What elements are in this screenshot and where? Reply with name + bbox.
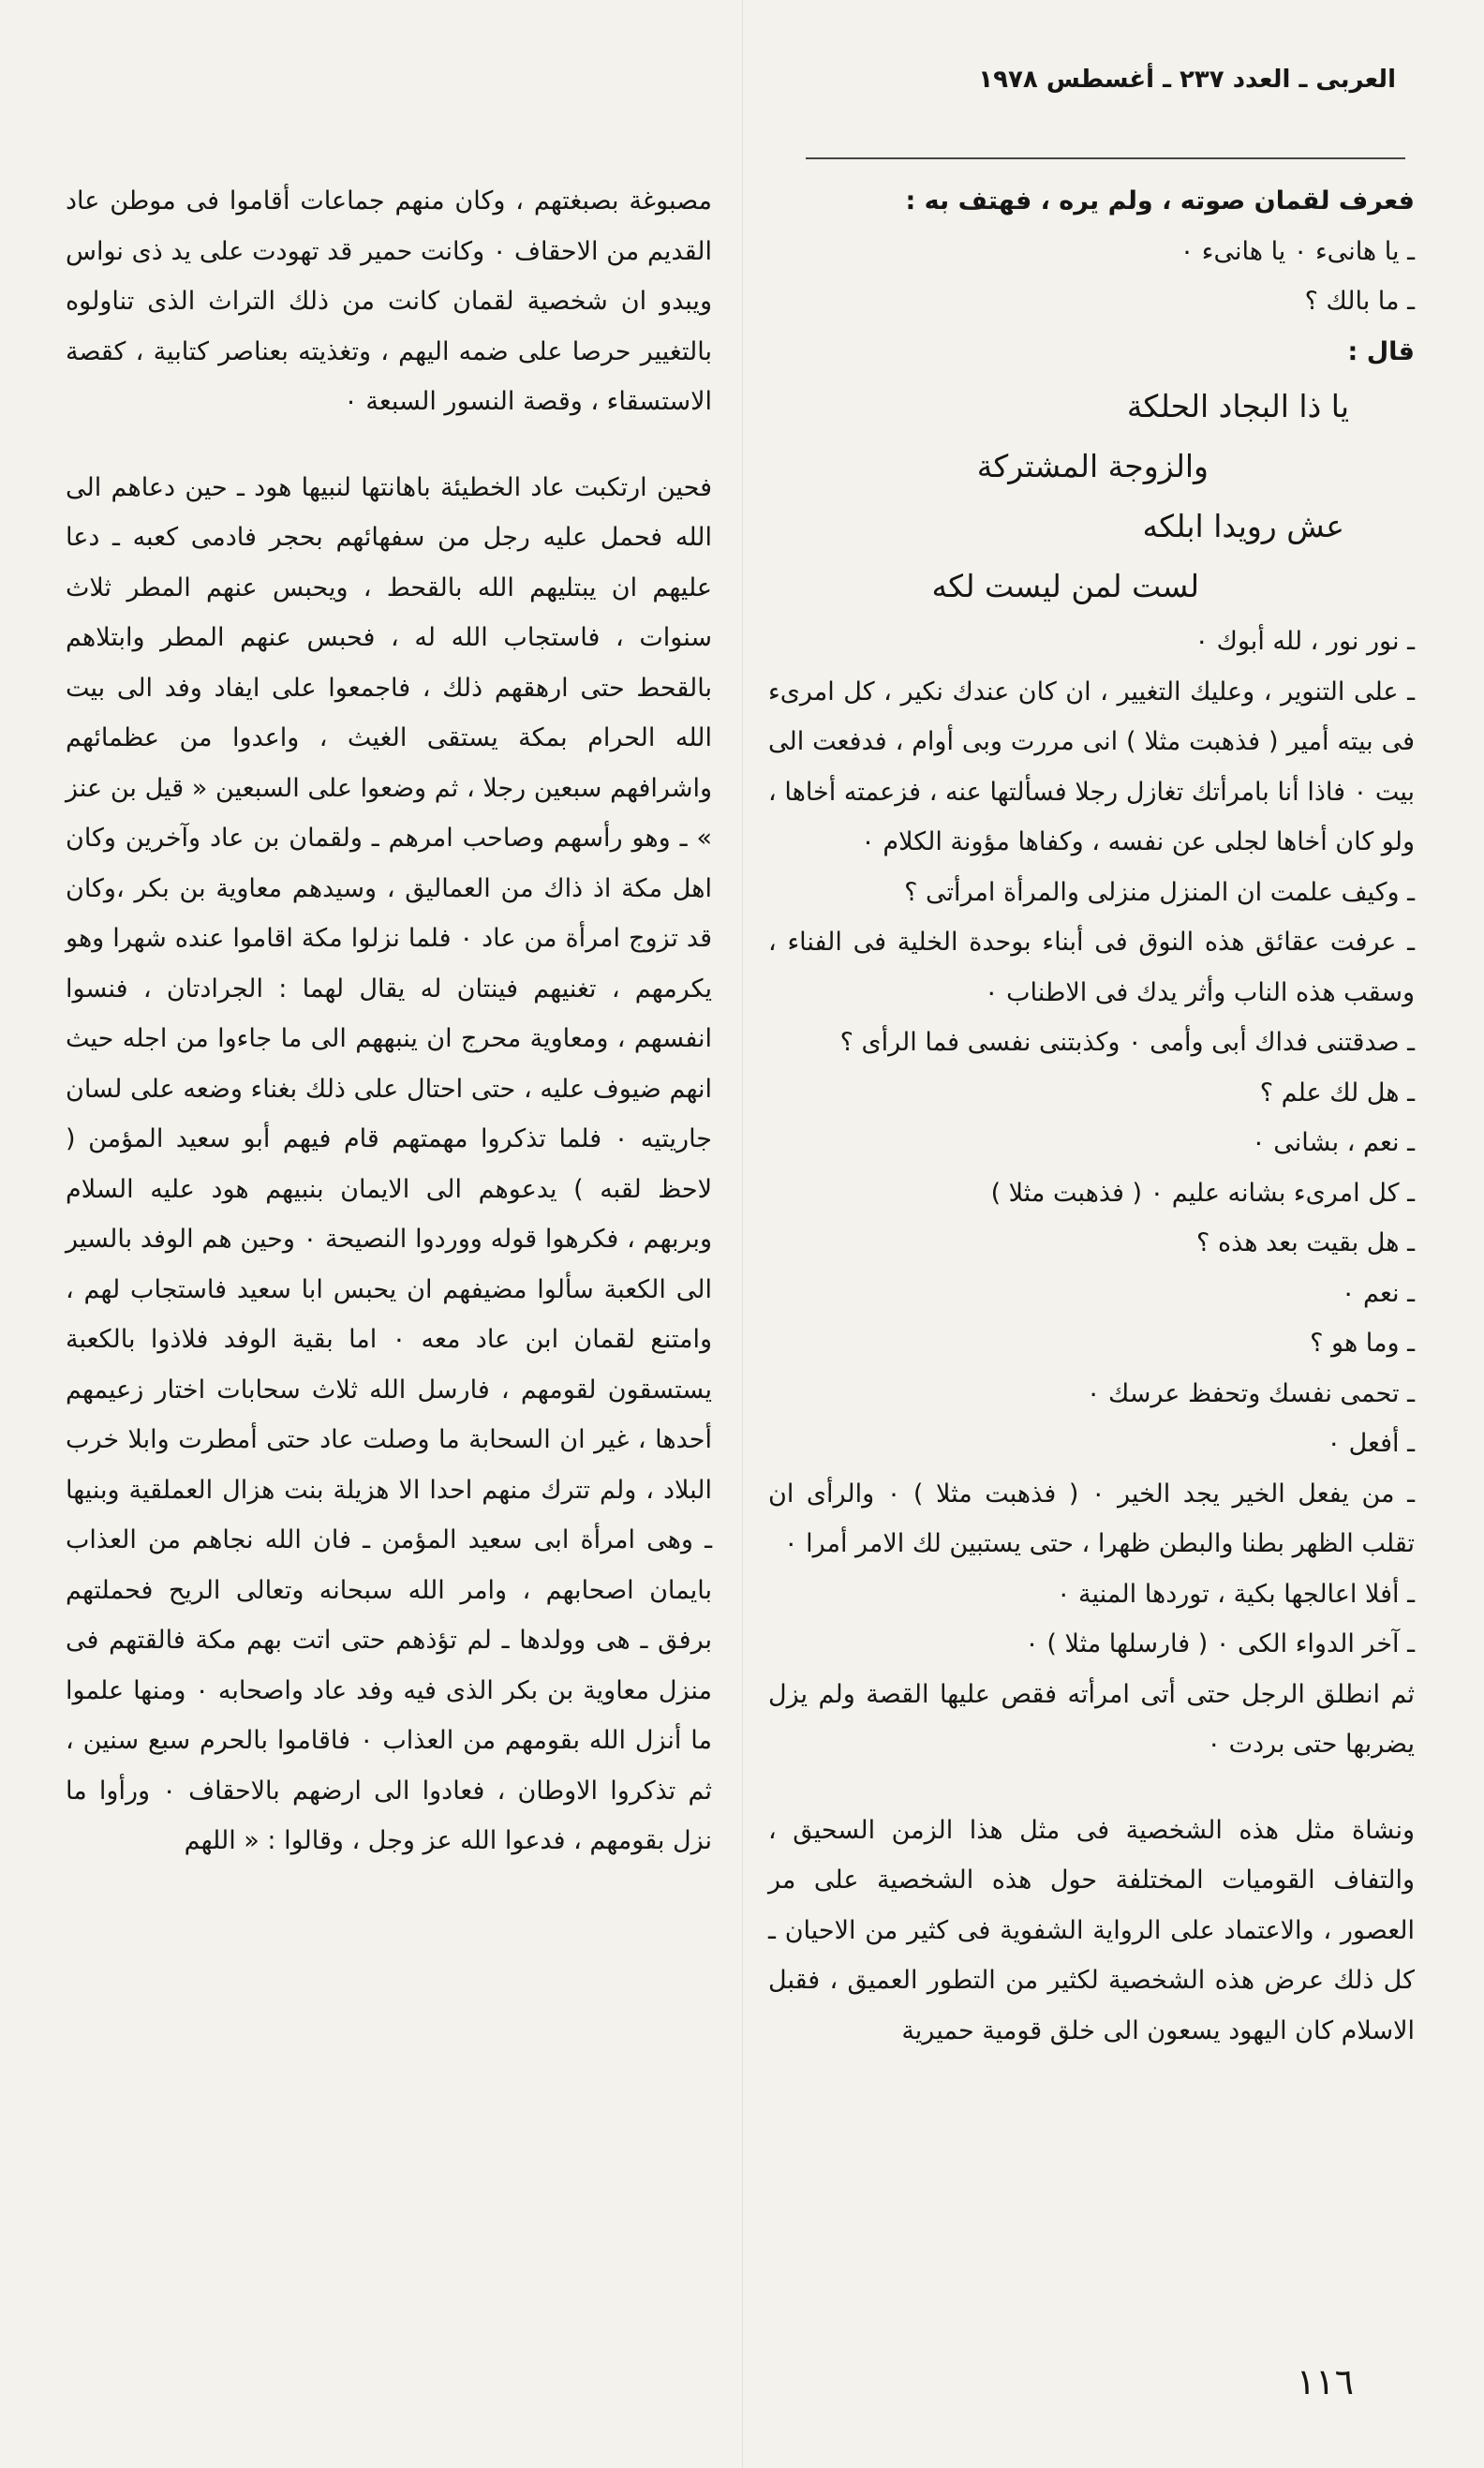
running-header: العربى ـ العدد ٢٣٧ ـ أغسطس ١٩٧٨ — [978, 66, 1396, 94]
dialogue-line: ـ نعم ٠ — [1341, 1278, 1415, 1308]
dialogue-line: ـ نعم ، بشانى ٠ — [1252, 1128, 1415, 1157]
dialogue-line: ـ يا هانىء ٠ يا هانىء ٠ — [1180, 236, 1415, 266]
dialogue-line: ـ كل امرىء بشانه عليم ٠ ( فذهبت مثلا ) — [990, 1178, 1415, 1208]
poem-line: لست لمن ليست لكه — [931, 568, 1199, 604]
paragraph: ثم انطلق الرجل حتى أتى امرأته فقص عليها القصة ولم يزل يضربها حتى بردت ٠ — [768, 1679, 1415, 1759]
dialogue-line: ـ عرفت عقائق هذه النوق فى أبناء بوحدة الخلية فى الفناء ، وسقب هذه الناب وأثر يدك فى الاطناب ٠ — [768, 928, 1415, 1007]
left-column — [66, 176, 712, 1866]
dialogue-line: ـ تحمى نفسك وتحفظ عرسك ٠ — [1086, 1378, 1415, 1408]
right-column — [768, 176, 1415, 2056]
dialogue-line: ـ هل لك علم ؟ — [1259, 1078, 1415, 1108]
dialogue-line: ـ آخر الدواء الكى ٠ ( فارسلها مثلا ) ٠ — [1025, 1629, 1415, 1658]
poem-line: عش رويدا ابلكه — [1142, 508, 1344, 544]
header-rule — [806, 157, 1405, 159]
dialogue-line: ـ ما بالك ؟ — [1304, 287, 1415, 316]
dialogue-line: ـ على التنوير ، وعليك التغيير ، ان كان عندك نكير ، كل امرىء فى بيته أمير ( فذهبت مثلا ) انى مررت وبى أوام ، فدفعت الى بيت ٠ فاذا أنا بامرأتك تغازل رجلا فسألتها عنه ، فزعمته أخاها ، ولو كان أخاها لجلى عن نفسه ، وكفاها مؤونة الكلام ٠ — [768, 676, 1415, 856]
paragraph-gap — [66, 427, 712, 463]
paragraph: مصبوغة بصبغتهم ، وكان منهم جماعات أقاموا فى موطن عاد القديم من الاحقاف ٠ وكانت حمير قد تهودت على يد ذى نواس ويبدو ان شخصية لقمان كانت من ذلك التراث الذى تناولوه بالتغيير حرصا على ضمه اليهم ، وتغذيته بعناصر كتابية ، كقصة الاستسقاء ، وقصة النسور السبعة ٠ — [66, 186, 712, 416]
dialogue-line: ـ أفلا اعالجها بكية ، توردها المنية ٠ — [1056, 1579, 1415, 1609]
paragraph: فعرف لقمان صوته ، ولم يره ، فهتف به : — [905, 186, 1415, 216]
dialogue-line: ـ من يفعل الخير يجد الخير ٠ ( فذهبت مثلا ) ٠ والرأى ان تقلب الظهر بطنا والبطن ظهرا ، حتى يستبين لك الامر أمرا ٠ — [768, 1479, 1415, 1558]
page-fold-shadow — [742, 0, 743, 2468]
poem-line: والزوجة المشتركة — [976, 448, 1209, 484]
poem — [768, 377, 1415, 617]
poem-line: يا ذا البجاد الحلكة — [1126, 388, 1349, 424]
paragraph-gap — [768, 1770, 1415, 1806]
dialogue-line: ـ وكيف علمت ان المنزل منزلى والمرأة امرأتى ؟ — [904, 877, 1415, 907]
dialogue-line: ـ أفعل ٠ — [1327, 1429, 1415, 1458]
page-number: ١١٦ — [1296, 2361, 1354, 2402]
paragraph: ونشاة مثل هذه الشخصية فى مثل هذا الزمن السحيق ، والتفاف القوميات المختلفة حول هذه الشخصية على مر العصور ، والاعتماد على الرواية الشفوية فى كثير من الاحيان ـ كل ذلك عرض هذه الشخصية لكثير من التطور العميق ، فقبل الاسلام كان اليهود يسعون الى خلق قومية حميرية — [768, 1815, 1415, 2045]
dialogue-line: ـ صدقتنى فداك أبى وأمى ٠ وكذبتنى نفسى فما الرأى ؟ — [839, 1028, 1415, 1057]
said-label: قال : — [1347, 336, 1415, 366]
dialogue-line: ـ نور نور ، لله أبوك ٠ — [1195, 627, 1415, 656]
dialogue-line: ـ وما هو ؟ — [1310, 1329, 1415, 1358]
dialogue-line: ـ هل بقيت بعد هذه ؟ — [1196, 1228, 1415, 1257]
paragraph: فحين ارتكبت عاد الخطيئة باهانتها لنبيها هود ـ حين دعاهم الى الله فحمل عليه رجل من سفهائهم بحجر فادمى كعبه ـ دعا عليهم ان يبتليهم الله بالقحط ، ويحبس عنهم المطر ثلاث سنوات ، فاستجاب الله له ، فحبس عنهم المطر وابتلاهم بالقحط حتى ارهقهم ذلك ، فاجمعوا على ايفاد وفد الى بيت الله الحرام بمكة يستقى الغيث ، واعدوا من عظمائهم واشرافهم سبعين رجلا ، ثم وضعوا على السبعين « قيل بن عنز » ـ وهو رأسهم وصاحب امرهم ـ ولقمان بن عاد وآخرين وكان اهل مكة اذ ذاك من العماليق ، وسيدهم معاوية بن بكر ،وكان قد تزوج امرأة من عاد ٠ فلما نزلوا مكة اقاموا عنده شهرا وهو يكرمهم ، تغنيهم فينتان له يقال لهما : الجرادتان ، فنسوا انفسهم ، ومعاوية محرج ان ينبههم الى ما جاءوا من اجله حيث انهم ضيوف عليه ، حتى احتال على ذلك بغناء وضعه على لسان جاريتيه ٠ فلما تذكروا مهمتهم قام فيهم أبو سعيد المؤمن ( لاحظ لقبه ) يدعوهم الى الايمان بنبيهم هود عليه السلام وبربهم ، فكرهوا قوله ووردوا النصيحة ٠ وحين هم الوفد بالسير الى الكعبة سألوا مضيفهم ان يحبس ابا سعيد فاستجاب لهم ، وامتنع لقمان ابن عاد معه ٠ اما بقية الوفد فلاذوا بالكعبة يستسقون لقومهم ، فارسل الله ثلاث سحابات اختار زعيمهم أحدها ، غير ان السحابة ما وصلت عاد حتى أمطرت وابلا خرب البلاد ، ولم تترك منهم احدا الا هزيلة بنت هزال العملقية وبنيها ـ وهى امرأة ابى سعيد المؤمن ـ فان الله نجاهم من العذاب بايمان اصحابهم ، وامر الله سبحانه وتعالى الريح فحملتهم برفق ـ هى وولدها ـ لم تؤذهم حتى اتت بهم مكة فالقتهم فى منزل معاوية بن بكر الذى فيه وفد عاد واصحابه ٠ ومنها علموا ما أنزل الله بقومهم من العذاب ٠ فاقاموا بالحرم سبع سنين ، ثم تذكروا الاوطان ، فعادوا الى ارضهم بالاحقاف ٠ ورأوا ما نزل بقومهم ، فدعوا الله عز وجل ، وقالوا : « اللهم — [66, 472, 713, 1855]
